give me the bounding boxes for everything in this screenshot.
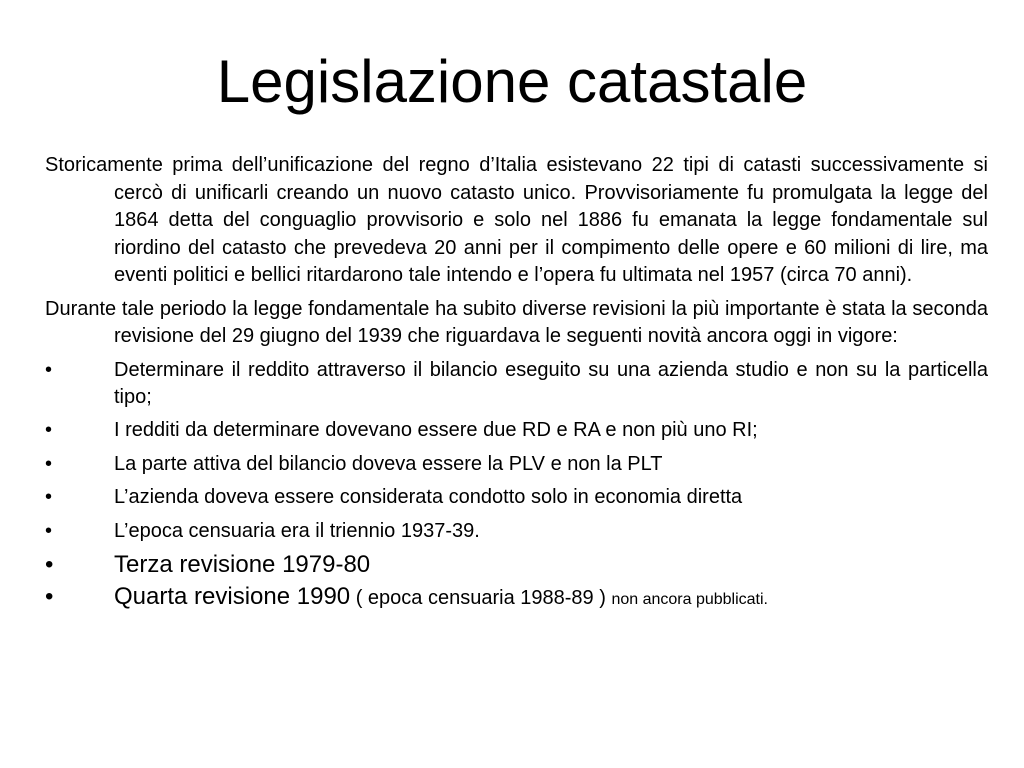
paragraph-revisions: Durante tale periodo la legge fondamentale ha subito diverse revisioni la più importante è stata la seconda revisione del 29 giugno del 1939 che riguardava le seguenti novità ancora oggi in vigore:: [45, 297, 988, 347]
list-item-text: Quarta revisione 1990: [114, 582, 351, 610]
list-item-text: La parte attiva del bilancio doveva essere la PLV e non la PLT: [114, 452, 663, 475]
bullet-icon: •: [45, 519, 53, 542]
list-item: [45, 518, 988, 545]
bullet-icon: •: [45, 358, 53, 381]
slide-title: Legislazione catastale: [216, 48, 808, 115]
list-item-text: L’azienda doveva essere considerata condotto solo in economia diretta: [114, 486, 743, 508]
paragraph-history: Storicamente prima dell’unificazione del regno d’Italia esistevano 22 tipi di catasti successivamente si cercò di unificarli creando un nuovo catasto unico. Provvisoriamente fu promulgata la legge del 1864 detta del conguaglio provvisorio e solo nel 1886 fu emanata la legge fondamentale sul riordino del catasto che prevedeva 20 anni per il compimento delle opere e 60 milioni di lire, ma eventi politici e bellici ritardarono tale intendo e l’opera fu ultimata nel 1957 (circa 70 anni).: [45, 154, 988, 286]
list-item-text: Determinare il reddito attraverso il bilancio eseguito su una azienda studio e non su la particella tipo;: [114, 358, 988, 408]
slide-body: [45, 152, 988, 616]
list-item-note: non ancora pubblicati.: [611, 590, 768, 608]
bullet-icon: •: [45, 452, 53, 475]
bullet-icon: •: [45, 582, 54, 610]
bullet-icon: •: [45, 419, 53, 441]
list-item: [45, 581, 988, 616]
list-item-text: I redditi da determinare dovevano essere due RD e RA e non più uno RI;: [114, 419, 758, 441]
list-item: [45, 357, 988, 411]
list-item: [45, 549, 988, 581]
list-item: [45, 484, 988, 511]
list-item-text: L’epoca censuaria era il triennio 1937-39: [114, 519, 475, 542]
bullet-icon: •: [45, 550, 54, 578]
bullet-icon: •: [45, 486, 53, 508]
list-item-paren: ( epoca censuaria 1988-89 ): [350, 586, 612, 609]
list-item: [45, 451, 988, 478]
list-item-period: .: [474, 519, 480, 542]
list-item: [45, 417, 988, 444]
list-item-text: Terza revisione 1979-80: [114, 550, 371, 578]
